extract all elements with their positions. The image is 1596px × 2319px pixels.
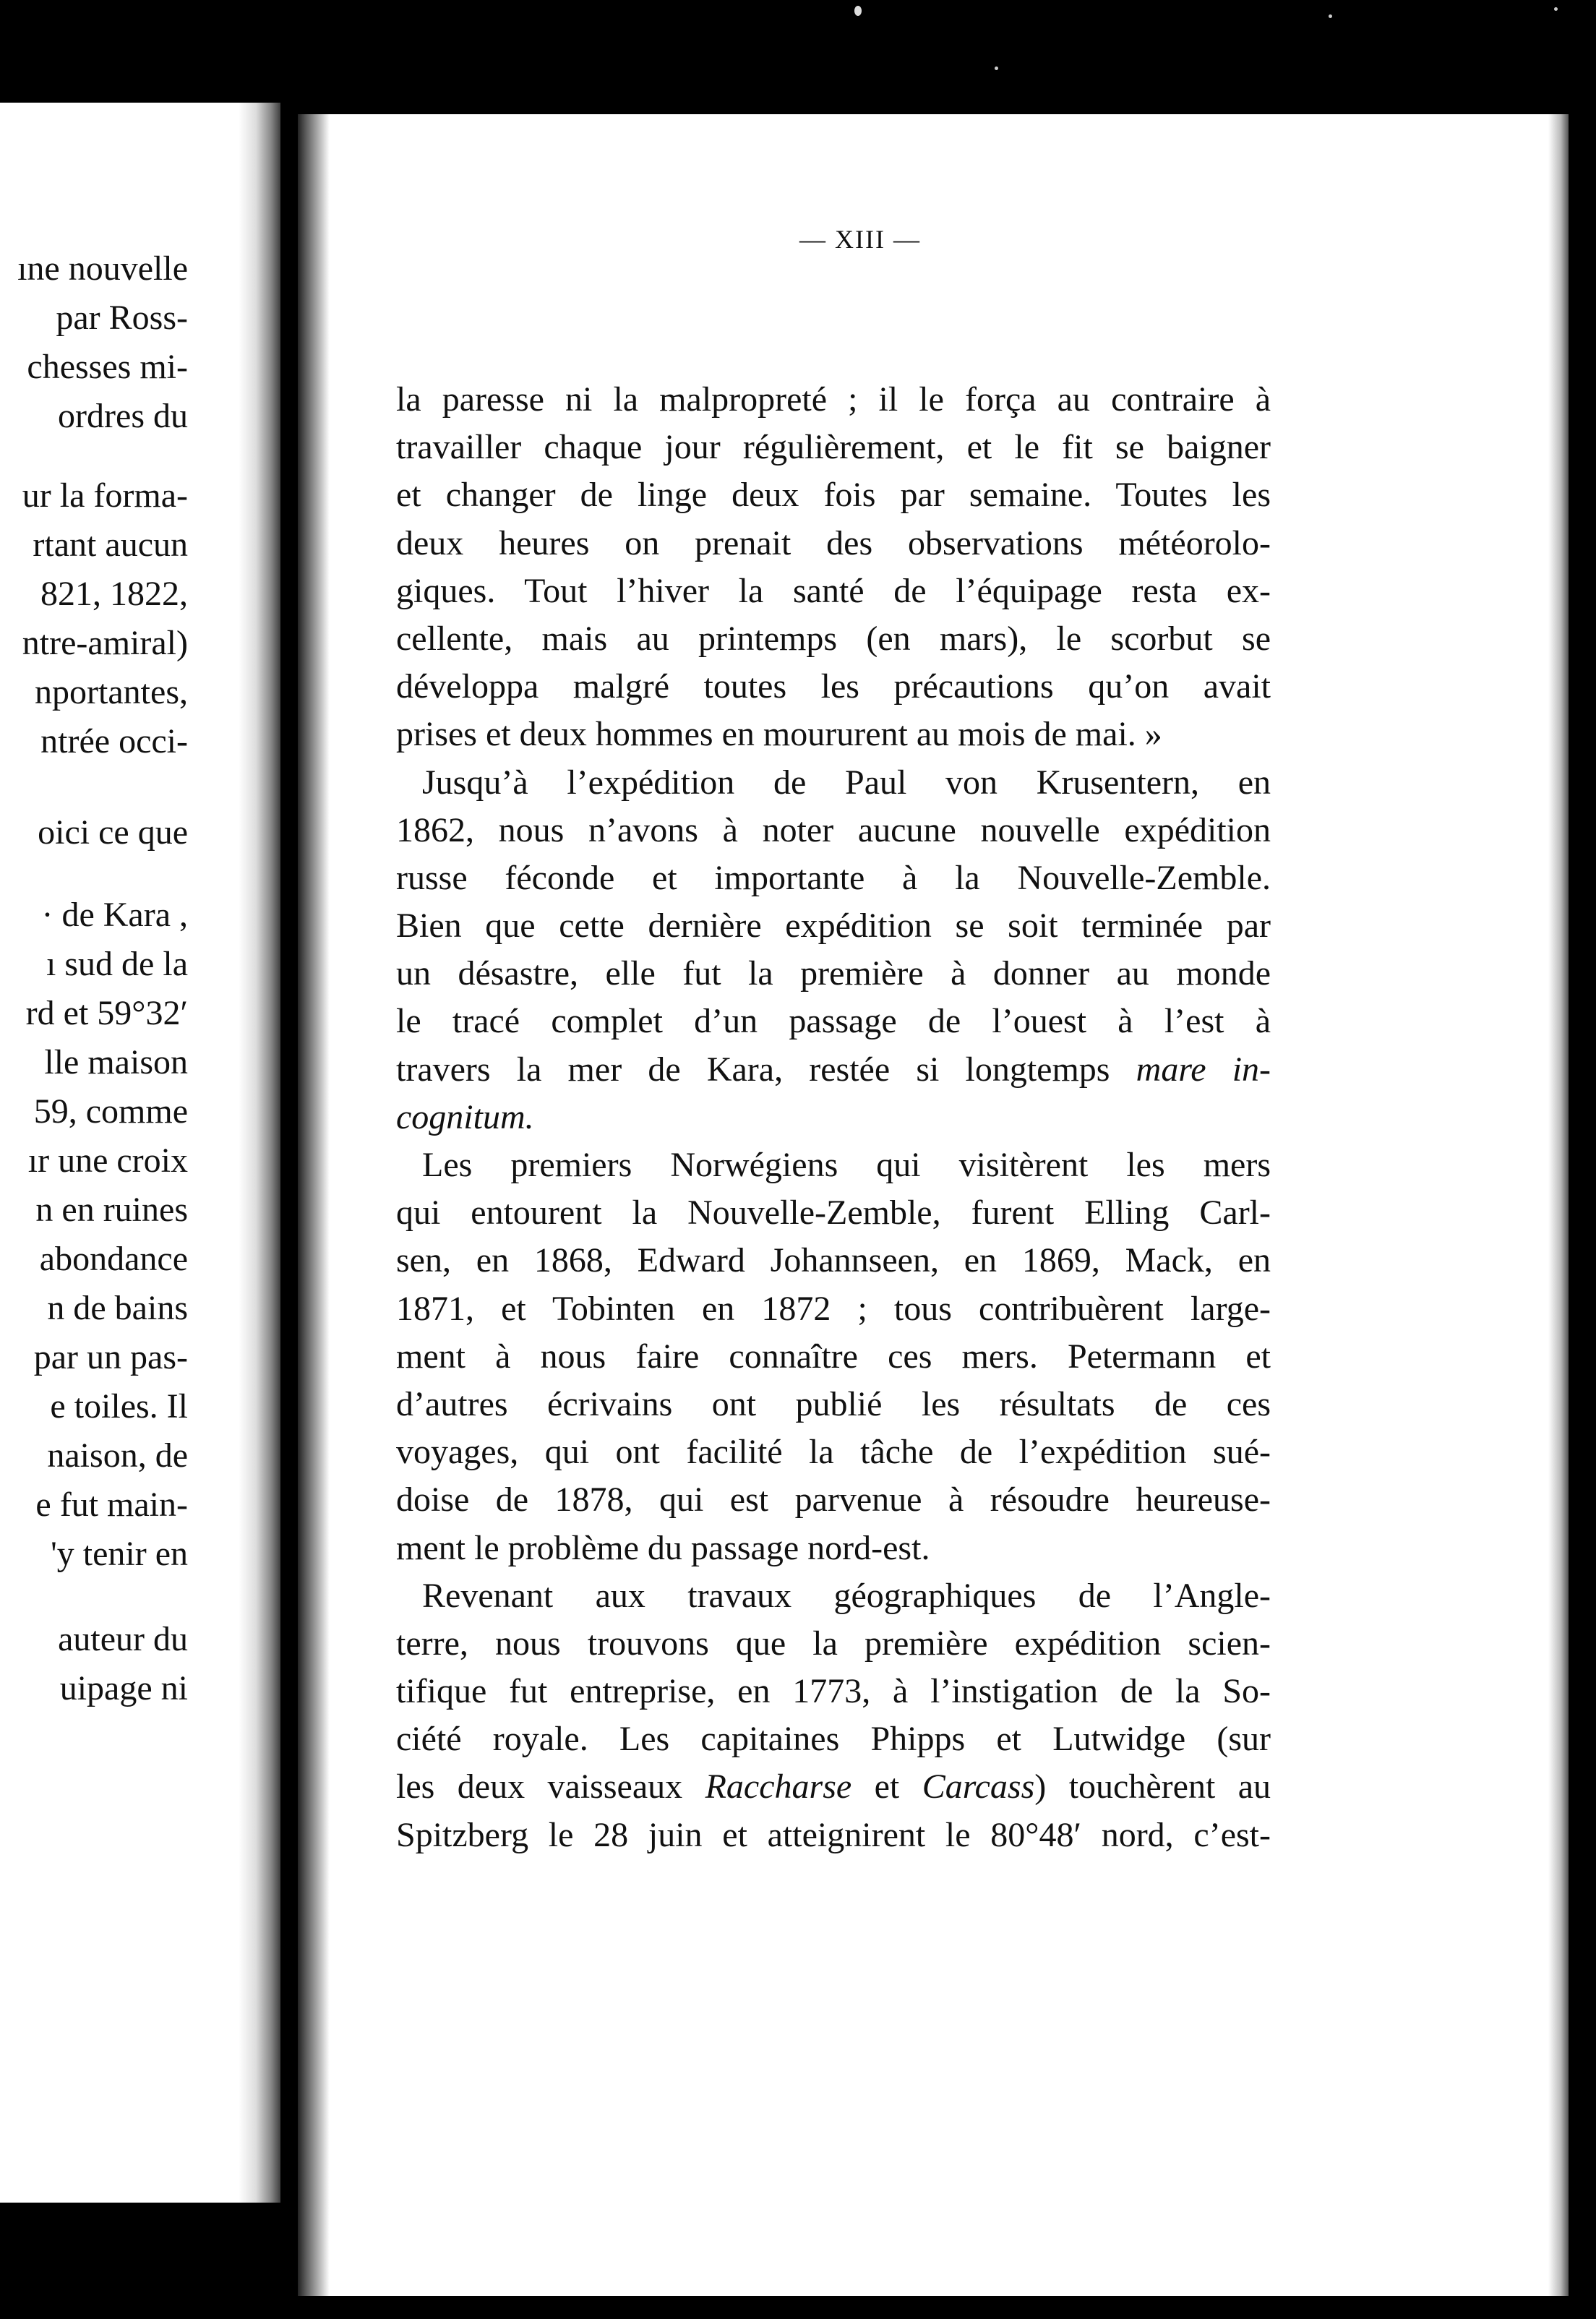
left-page-line: nportantes, [35,673,188,711]
right-page-text [396,376,1271,1859]
scan-speck [995,67,998,70]
left-page-line: ur la forma- [22,476,188,515]
body-text-line: 1862, nous n’avons à noter aucune nouvelle expédition [396,810,1271,849]
body-text-line: tifique fut entreprise, en 1773, à l’instigation de la So- [396,1672,1271,1711]
left-page-line: ordres du [58,397,188,435]
left-page-line: e fut main- [35,1486,188,1524]
right-page-edge-shadow [1548,114,1569,2296]
left-page-line: 821, 1822, [40,575,188,613]
body-text-line: 1871, et Tobinten en 1872 ; tous contribuèrent large- [396,1289,1271,1328]
body-text-line: Revenant aux travaux géographiques de l’Angle- [422,1576,1271,1615]
left-page-line: 59, comme [33,1092,188,1131]
body-text-line [396,1094,1271,1141]
body-text-line: Spitzberg le 28 juin et atteignirent le 80°48′ nord, c’est- [396,1815,1271,1854]
body-text-line: qui entourent la Nouvelle-Zemble, furent Elling Carl- [396,1193,1271,1233]
body-text-line: le tracé complet d’un passage de l’ouest à l’est à [396,1002,1271,1041]
left-page-line: auteur du [58,1620,188,1658]
left-page-line: · de Kara , [41,896,188,934]
body-text-line: cellente, mais au printemps (en mars), le scorbut se [396,619,1271,658]
scan-speck [1329,14,1332,18]
left-page-line: ır une croix [27,1141,188,1180]
scan-speck [1554,7,1558,11]
body-text-line: la paresse ni la malpropreté ; il le força au contraire à [396,380,1271,419]
body-text-line: les deux vaisseaux Raccharse et Carcass) touchèrent au [396,1767,1271,1806]
left-page-line: abondance [39,1240,188,1278]
left-page-line: ntrée occi- [40,722,188,760]
body-text-line: prises et deux hommes en moururent au mois de mai. » [396,715,1162,754]
left-page-line: ntre-amiral) [22,624,188,662]
body-text-line: voyages, qui ont facilité la tâche de l’expédition sué- [396,1433,1271,1472]
left-page-line: ıne nouvelle [17,249,188,288]
left-page-line: naison, de [47,1436,188,1475]
body-text-line: ment le problème du passage nord-est. [396,1528,930,1567]
left-page-line: chesses mi- [27,348,188,386]
body-text-line: deux heures on prenait des observations météorolo- [396,523,1271,562]
body-text-line: travailler chaque jour régulièrement, et le fit se baigner [396,428,1271,467]
body-text-line: ciété royale. Les capitaines Phipps et Lutwidge (sur [396,1720,1271,1759]
body-text-line: doise de 1878, qui est parvenue à résoudre heureuse- [396,1480,1271,1519]
left-page-line: par Ross- [56,299,188,337]
body-text-line: Jusqu’à l’expédition de Paul von Krusentern, en [422,763,1271,802]
page-number-header: — XIII — [799,225,921,254]
body-text-line: Les premiers Norwégiens qui visitèrent les mers [422,1146,1271,1184]
body-text-line: giques. Tout l’hiver la santé de l’équipage resta ex- [396,571,1271,610]
body-text-line: développa malgré toutes les précautions qu’on avait [396,667,1271,706]
left-page-line: par un pas- [33,1338,188,1376]
scan-speck [854,6,862,16]
left-page-line: rtant aucun [33,526,188,564]
italic-text: cognitum. [396,1097,534,1136]
left-page-line: n en ruines [35,1191,188,1229]
body-text-line: russe féconde et importante à la Nouvelle-Zemble. [396,858,1271,897]
left-page-line: n de bains [47,1289,188,1327]
body-text-line: et changer de linge deux fois par semaine. Toutes les [396,476,1271,515]
left-page-line: e toiles. Il [50,1387,188,1426]
italic-text: Carcass [922,1767,1035,1806]
left-page-line: 'y tenir en [51,1535,188,1573]
body-text-line: un désastre, elle fut la première à donner au monde [396,954,1271,993]
body-text-line: Bien que cette dernière expédition se soit terminée par [396,906,1271,946]
right-page-gutter-shadow [298,114,330,2296]
left-page [0,103,280,2203]
left-page-gutter-shadow [239,103,280,2203]
italic-text: mare in- [1136,1050,1271,1089]
left-page-line: lle maison [44,1043,188,1081]
left-page-line: rd et 59°32′ [25,994,188,1032]
body-text-line: terre, nous trouvons que la première expédition scien- [396,1624,1271,1663]
italic-text: Raccharse [705,1767,852,1806]
left-page-line: uipage ni [59,1669,188,1707]
left-page-line: ı sud de la [46,945,188,983]
body-text-line: d’autres écrivains ont publié les résultats de ces [396,1384,1271,1423]
body-text-line: sen, en 1868, Edward Johannseen, en 1869, Mack, en [396,1241,1271,1280]
body-text-line: ment à nous faire connaître ces mers. Petermann et [396,1337,1271,1376]
body-text-line: travers la mer de Kara, restée si longtemps mare in- [396,1050,1271,1089]
left-page-line: oici ce que [38,813,188,852]
